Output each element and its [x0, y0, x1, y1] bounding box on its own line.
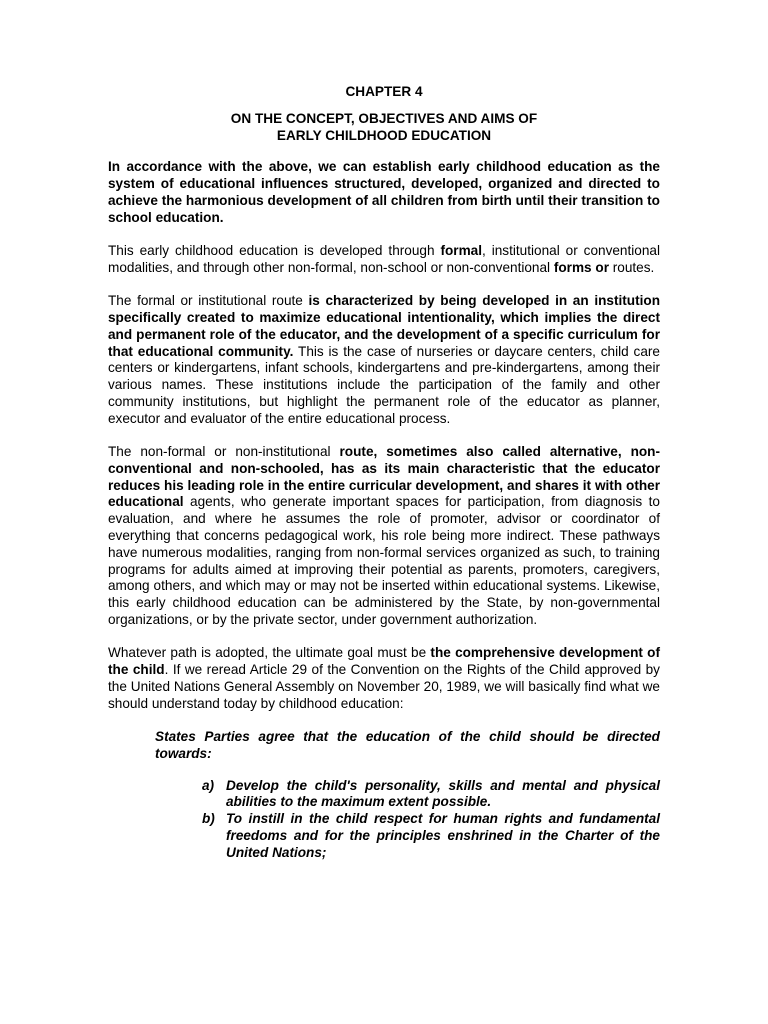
list-marker: b) — [202, 811, 215, 827]
p4-run: route, sometimes also called alternative, non-conventional and non-schooled, has as its main characteristic that the educator reduces his leading role in the entire curricular development, and shares it with other educational — [108, 444, 661, 510]
p4-run: agents, who generate important spaces for participation, from diagnosis to evaluation, and where he assumes the role of promoter, advisor or coordinator of everything that concerns pedagogical work, his role being more indirect. These pathways have numerous modalities, ranging from non-formal services organized as such, to training programs for adults aimed at improving their potential as parents, promoters, caregivers, among others, and which may or may not be inserted within educational systems. Likewise, this early childhood education can be administered by the State, by non-governmental organizations, or by the private sector, under government authorization. — [108, 494, 660, 628]
paragraph-1-text: In accordance with the above, we can establish early childhood education as the system of educational influences structured, developed, organized and directed to achieve the harmonious development of all children from birth until their transition to school education. — [108, 159, 660, 225]
p3-run: The formal or institutional route — [108, 293, 309, 309]
list-item — [202, 811, 660, 861]
list-item-text: To instill in the child respect for human rights and fundamental freedoms and for the principles enshrined in the Charter of the United Nations; — [226, 811, 660, 860]
chapter-title-line-1: ON THE CONCEPT, OBJECTIVES AND AIMS OF — [230, 110, 538, 126]
p3-run: is characterized by being developed in an institution specifically created to maximize educational intentionality, which implies the direct and permanent role of the educator, and the development of a specific curriculum for that educational community. — [108, 293, 661, 359]
p2-run: This early childhood education is developed through — [108, 243, 441, 259]
p2-run: forms or — [553, 259, 609, 275]
p5-run: the comprehensive development of the child — [108, 645, 660, 678]
p2-run: , institutional or conventional modalities, and through other non-formal, non-school or non-conventional — [108, 243, 660, 275]
p2-run: formal — [440, 243, 482, 259]
paragraph-1 — [108, 159, 660, 226]
article-list — [202, 778, 660, 862]
paragraph-5 — [108, 645, 660, 712]
list-marker: a) — [202, 777, 215, 793]
paragraph-4 — [108, 444, 660, 629]
p3-run: This is the case of nurseries or daycare centers, child care centers or kindergartens, infant schools, kindergartens and pre-kindergartens, among their various names. These institutions include the participation of the family and other community institutions, but highlight the permanent role of the educator as planner, executor and evaluator of the entire educational process. — [108, 343, 660, 426]
chapter-heading: CHAPTER 4 — [345, 84, 423, 99]
p2-run: routes. — [608, 259, 655, 275]
list-item-text: Develop the child's personality, skills and mental and physical abilities to the maximum extent possible. — [226, 777, 660, 810]
chapter-title-line-2: EARLY CHILDHOOD EDUCATION — [276, 127, 492, 143]
document-page — [108, 84, 660, 862]
chapter-title — [108, 111, 660, 145]
p5-run: . If we reread Article 29 of the Convention on the Rights of the Child approved by the United Nations General Assembly on November 20, 1989, we will basically find what we should understand today by childhood education: — [108, 662, 660, 711]
list-item — [202, 778, 660, 812]
p5-run: Whatever path is adopted, the ultimate goal must be — [108, 645, 431, 661]
p4-run: The non-formal or non-institutional — [108, 444, 340, 460]
convention-quote: States Parties agree that the education of the child should be directed towards: — [155, 729, 660, 761]
paragraph-3 — [108, 293, 660, 427]
paragraph-2 — [108, 243, 660, 277]
